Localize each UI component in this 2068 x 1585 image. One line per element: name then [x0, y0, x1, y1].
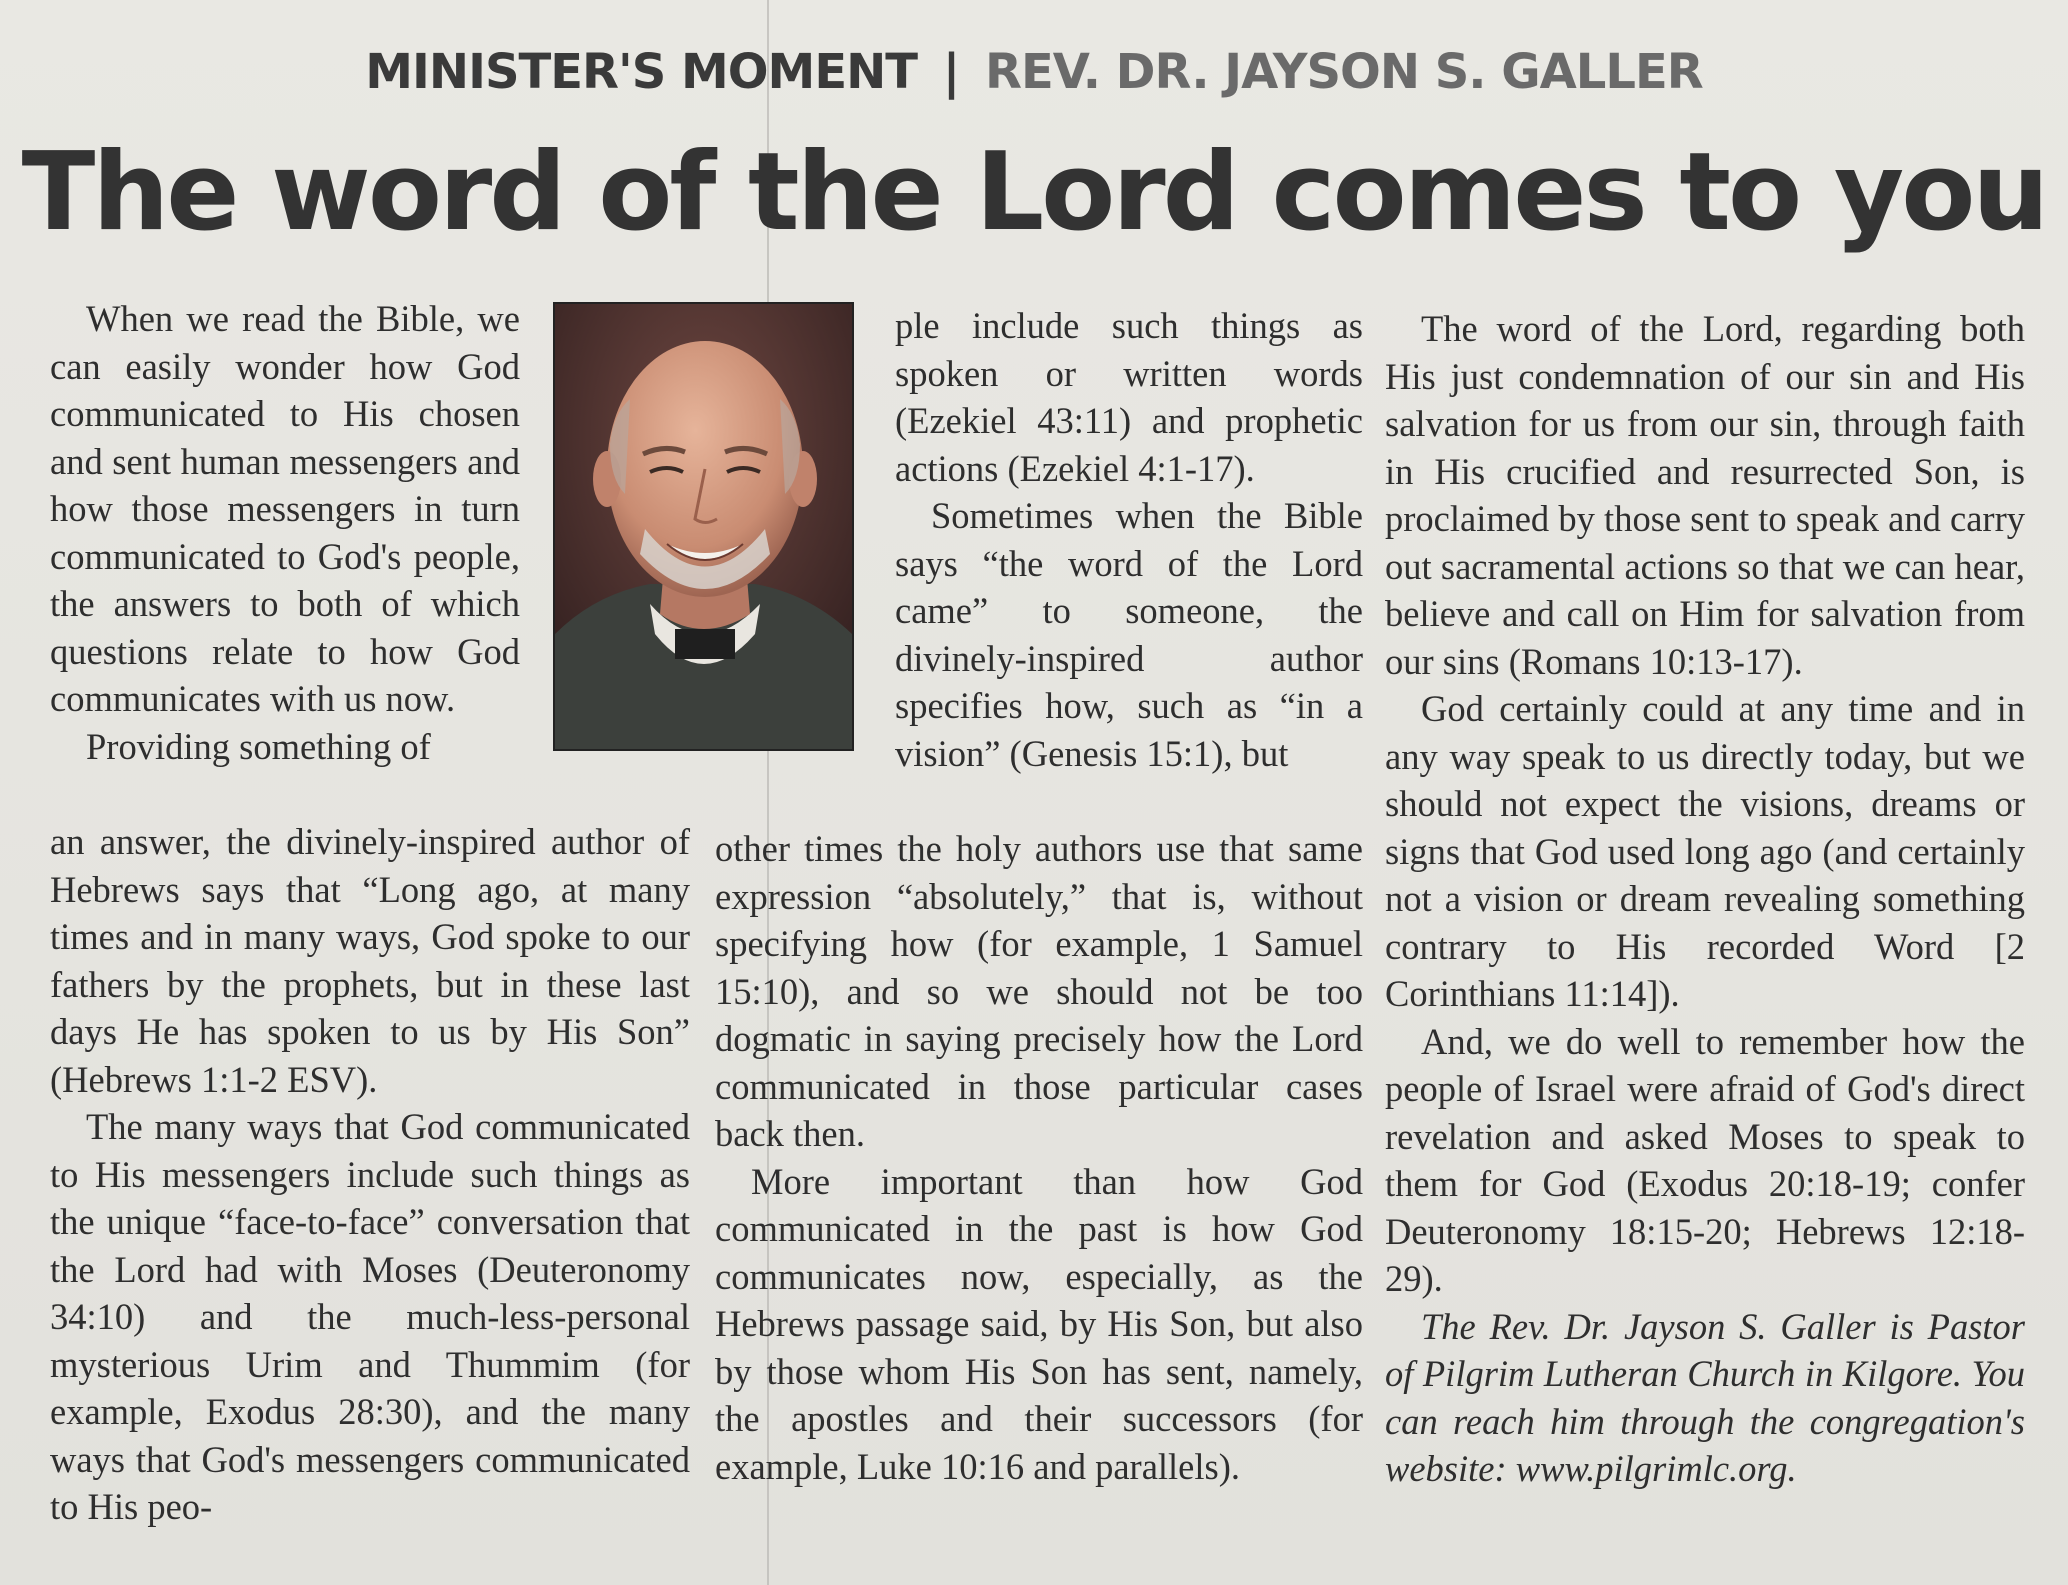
- article-paragraph: More important than how God communicated in the past is how God communicates now, especially, as the Hebrews passage said, by His Son, but also by those whom His Son has sent, namely, the apostles and their successors (for example, Luke 10:16 and parallels).: [715, 1160, 1363, 1487]
- column-kicker: [0, 44, 2068, 100]
- article-paragraph: God certainly could at any time and in any way speak to us directly today, but we should not expect the visions, dreams or signs that God used long ago (and certainly not a vision or dream revealing something contrary to His recorded Word [2 Corinthians 11:14]).: [1385, 688, 2025, 1014]
- author-photo: [553, 302, 854, 751]
- author-byline: REV. DR. JAYSON S. GALLER: [984, 44, 1703, 100]
- article-paragraph: The word of the Lord, regarding both His just condemnation of our sin and His salvation for us from our sin, through faith in His crucified and resurrected Son, is proclaimed by those sent to speak and carry out sacramental actions so that we can hear, believe and call on Him for salvation from our sins (Romans 10:13-17).: [1385, 308, 2025, 682]
- kicker-separator: |: [942, 44, 960, 100]
- kicker-label: MINISTER'S MOMENT: [365, 44, 918, 100]
- article-column-1-lower: [50, 818, 690, 1531]
- article-paragraph: When we read the Bible, we can easily wonder how God communicated to His chosen and sent human messengers and how those messengers in turn communicated to God's people, the answers to both of which questions relate to how God communicates with us now.: [50, 298, 520, 719]
- article-paragraph: other times the holy authors use that same expression “absolutely,” that is, without specifying how (for example, 1 Samuel 15:10), and so we should not be too dogmatic in saying precisely how the Lord communicated in those particular cases back then.: [715, 828, 1363, 1154]
- article-paragraph: Sometimes when the Bible says “the word of the Lord came” to someone, the divinely-inspired author specifies how, such as “in a vision” (Genesis 15:1), but: [895, 495, 1363, 774]
- article-column-2-lower: [715, 825, 1363, 1490]
- article-paragraph: ple include such things as spoken or written words (Ezekiel 43:11) and prophetic actions (Ezekiel 4:1-17).: [895, 305, 1363, 489]
- page-title: The word of the Lord comes to you: [21, 130, 2047, 255]
- article-paragraph: an answer, the divinely-inspired author of Hebrews says that “Long ago, at many times and in many ways, God spoke to our fathers by the prophets, but in these last days He has spoken to us by His Son” (Hebrews 1:1-2 ESV).: [50, 821, 690, 1100]
- article-paragraph: Providing something of: [86, 725, 431, 767]
- article-column-1: [50, 295, 520, 770]
- author-bio: The Rev. Dr. Jayson S. Galler is Pastor of Pilgrim Lutheran Church in Kilgore. You can reach him through the congregation's website: www.pilgrimlc.org.: [1385, 1305, 2025, 1489]
- article-column-2: [895, 302, 1363, 777]
- article-paragraph: The many ways that God communicated to His messengers include such things as the unique “face-to-face” conversation that the Lord had with Moses (Deuteronomy 34:10) and the much-less-personal mysterious Urim and Thummim (for example, Exodus 28:30), and the many ways that God's messengers communicated to His peo-: [50, 1106, 690, 1527]
- portrait-image: [555, 304, 852, 749]
- article-column-3: [1385, 305, 2025, 1493]
- article-paragraph: And, we do well to remember how the people of Israel were afraid of God's direct revelation and asked Moses to speak to them for God (Exodus 20:18-19; confer Deuteronomy 18:15-20; Hebrews 12:18-29).: [1385, 1020, 2025, 1299]
